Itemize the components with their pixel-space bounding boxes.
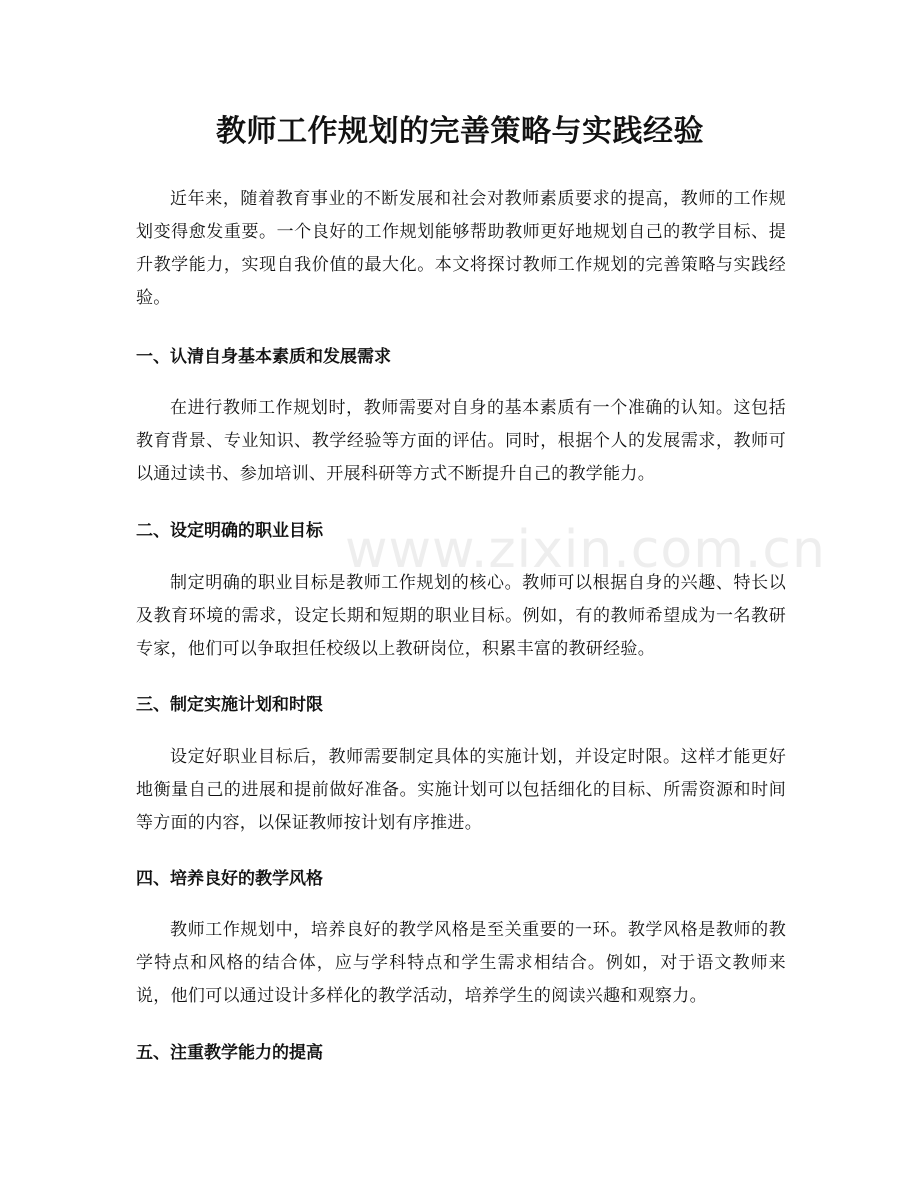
intro-paragraph: 近年来，随着教育事业的不断发展和社会对教师素质要求的提高，教师的工作规划变得愈发重要。一个良好的工作规划能够帮助教师更好地规划自己的教学目标、提升教学能力，实现自我价值的最大化。本文将探讨教师工作规划的完善策略与实践经验。 bbox=[136, 189, 786, 308]
section-heading-4: 四、培养良好的教学风格 bbox=[136, 869, 323, 889]
section-heading-5: 五、注重教学能力的提高 bbox=[136, 1043, 323, 1063]
document-title: 教师工作规划的完善策略与实践经验 bbox=[216, 114, 704, 149]
watermark-text: www.zixin.com.cn bbox=[345, 520, 826, 580]
section-body-4: 教师工作规划中，培养良好的教学风格是至关重要的一环。教学风格是教师的教学特点和风格的结合体，应与学科特点和学生需求相结合。例如，对于语文教师来说，他们可以通过设计多样化的教学活动，培养学生的阅读兴趣和观察力。 bbox=[136, 920, 786, 1006]
section-body-3: 设定好职业目标后，教师需要制定具体的实施计划，并设定时限。这样才能更好地衡量自己的进展和提前做好准备。实施计划可以包括细化的目标、所需资源和时间等方面的内容，以保证教师按计划有序推进。 bbox=[136, 747, 786, 833]
section-heading-2: 二、设定明确的职业目标 bbox=[136, 521, 323, 541]
section-heading-3: 三、制定实施计划和时限 bbox=[136, 695, 323, 715]
section-body-1: 在进行教师工作规划时，教师需要对自身的基本素质有一个准确的认知。这包括教育背景、专业知识、教学经验等方面的评估。同时，根据个人的发展需求，教师可以通过读书、参加培训、开展科研等方式不断提升自己的教学能力。 bbox=[136, 398, 786, 484]
section-body-2: 制定明确的职业目标是教师工作规划的核心。教师可以根据自身的兴趣、特长以及教育环境的需求，设定长期和短期的职业目标。例如，有的教师希望成为一名教研专家，他们可以争取担任校级以上教研岗位，积累丰富的教研经验。 bbox=[136, 573, 786, 659]
section-heading-1: 一、认清自身基本素质和发展需求 bbox=[136, 347, 391, 367]
